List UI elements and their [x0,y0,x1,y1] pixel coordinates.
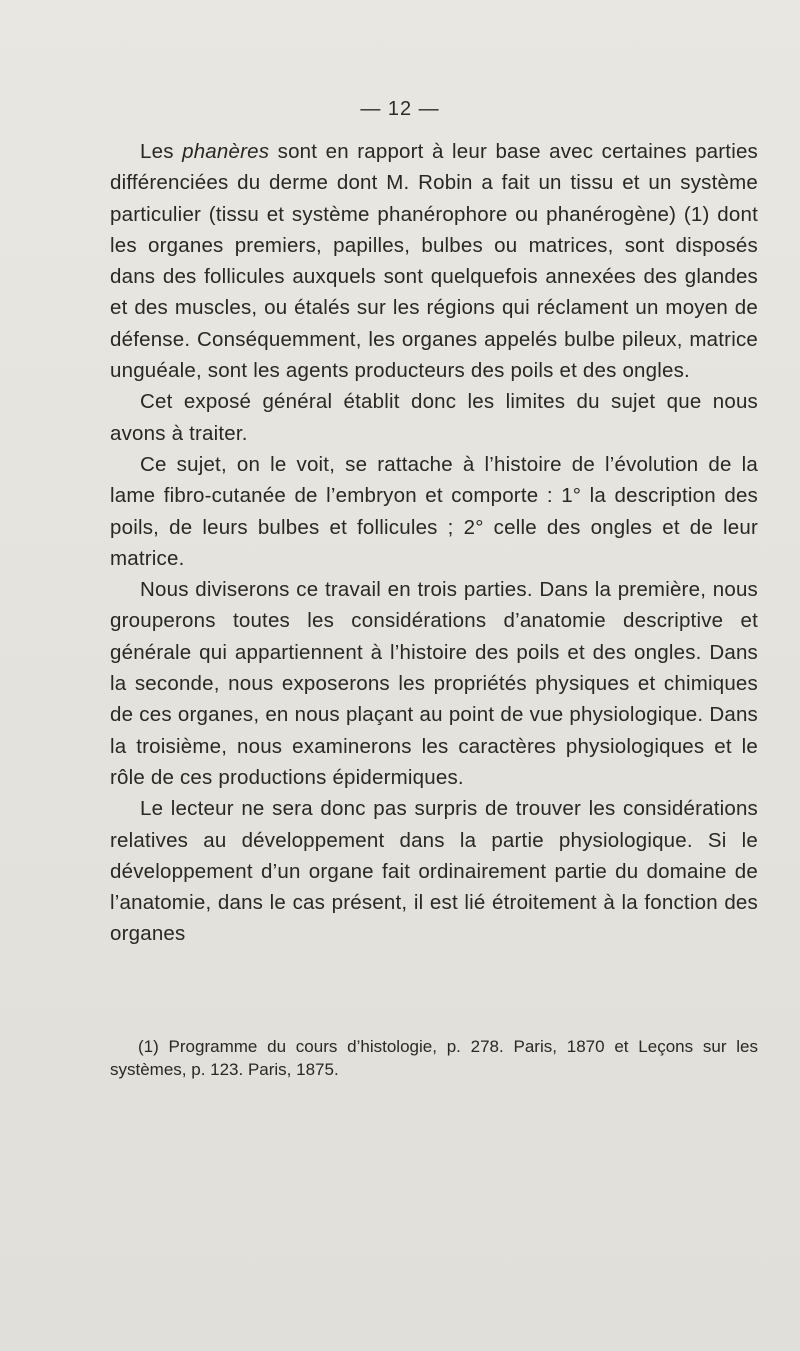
body-text [110,136,758,950]
paragraph-division: Nous diviserons ce travail en trois parties. Dans la première, nous grouperons toutes les considérations d’anatomie descriptive et générale qui appartiennent à l’histoire des poils et des ongles. Dans la seconde, nous exposerons les propriétés physiques et chimiques de ces organes, en nous plaçant au point de vue physiologique. Dans la troisième, nous examinerons les caractères physiologiques et le rôle de ces productions épidermiques. [110,578,758,789]
emphasized-term: phanères [182,140,270,163]
paragraph-text: Les [140,140,183,163]
paragraph-text: sont en rapport à leur base avec certaines parties différenciées du derme dont M. Robin a fait un tissu et un système particulier (tissu et système phanérophore ou phanérogène) (1) dont les organes premiers, papilles, bulbes ou matrices, sont disposés dans des follicules auxquels sont quelquefois annexées des glandes et des muscles, ou étalés sur les régions qui réclament un moyen de défense. Conséquemment, les organes appelés bulbe pileux, matrice unguéale, sont les agents producteurs des poils et des ongles. [110,140,758,383]
paragraph-phaneres [110,136,758,386]
footnotes [110,1035,758,1081]
footnote-1: (1) Programme du cours d’histologie, p. 278. Paris, 1870 et Leçons sur les systèmes, p. 123. Paris, 1875. [110,1037,758,1079]
paragraph-sujet: Ce sujet, on le voit, se rattache à l’histoire de l’évolution de la lame fibro-cutanée de l’embryon et comporte : 1° la description des poils, de leurs bulbes et follicules ; 2° celle des ongles et de leur matrice. [110,452,758,570]
page-number: — 12 — [360,98,440,120]
paragraph-lecteur: Le lecteur ne sera donc pas surpris de trouver les considérations relatives au développement dans la partie physiologique. Si le développement d’un organe fait ordinairement partie du domaine de l’anatomie, dans le cas présent, il est lié étroitement à la fonction des organes [110,797,758,946]
paragraph-limites: Cet exposé général établit donc les limites du sujet que nous avons à traiter. [110,390,758,445]
